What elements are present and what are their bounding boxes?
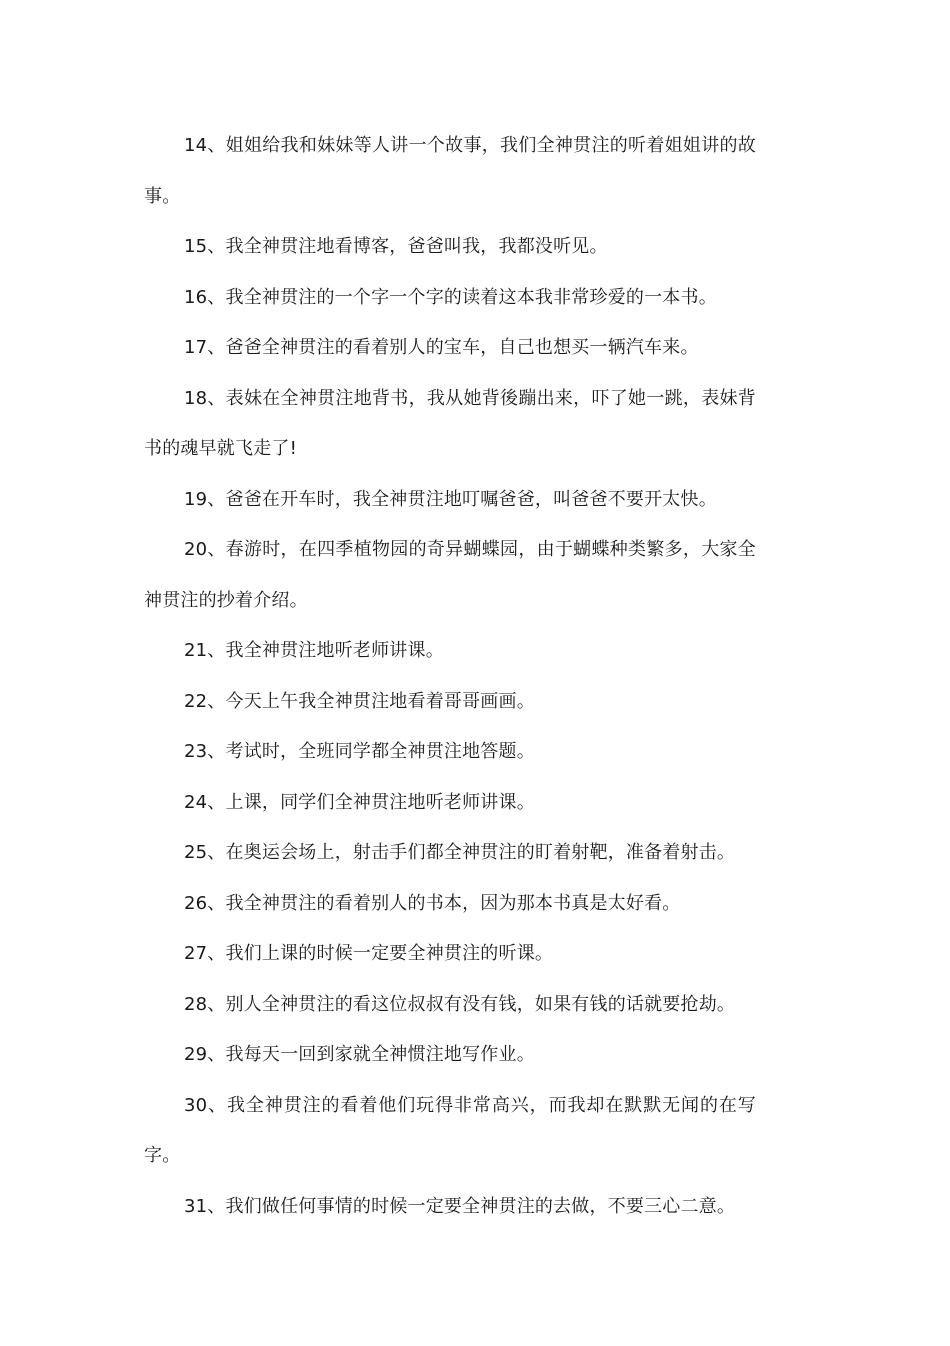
sentence-paragraph: 27、我们上课的时候一定要全神贯注的听课。 [184,943,554,964]
sentence-paragraph: 16、我全神贯注的一个字一个字的读着这本我非常珍爱的一本书。 [184,286,717,308]
sentence-paragraph: 17、爸爸全神贯注的看着别人的宝车，自己也想买一辆汽车来。 [184,337,699,358]
sentence-paragraph: 20、春游时，在四季植物园的奇异蝴蝶园，由于蝴蝶种类繁多，大家全神贯注的抄着介绍。 [144,539,756,611]
sentence-paragraph: 18、表妹在全神贯注地背书，我从她背後蹦出来，吓了她一跳，表妹背书的魂早就飞走了! [144,387,756,459]
sentence-paragraph: 22、今天上午我全神贯注地看着哥哥画画。 [184,690,535,712]
sentence-paragraph: 24、上课，同学们全神贯注地听老师讲课。 [184,791,535,813]
sentence-paragraph: 21、我全神贯注地听老师讲课。 [184,640,444,661]
sentence-paragraph: 31、我们做任何事情的时候一定要全神贯注的去做，不要三心二意。 [184,1195,736,1217]
sentence-paragraph: 15、我全神贯注地看博客，爸爸叫我，我都没听见。 [184,236,608,257]
sentence-paragraph: 19、爸爸在开车时，我全神贯注地叮嘱爸爸，叫爸爸不要开太快。 [184,488,717,510]
sentence-paragraph: 14、姐姐给我和妹妹等人讲一个故事，我们全神贯注的听着姐姐讲的故事。 [144,135,756,207]
sentence-paragraph: 25、在奥运会场上，射击手们都全神贯注的盯着射靶，准备着射击。 [184,842,736,863]
sentence-paragraph: 23、考试时，全班同学都全神贯注地答题。 [184,741,535,762]
sentence-paragraph: 30、我全神贯注的看着他们玩得非常高兴，而我却在默默无闻的在写字。 [144,1094,756,1166]
document-body [144,121,756,1232]
sentence-paragraph: 29、我每天一回到家就全神惯注地写作业。 [184,1044,535,1065]
sentence-paragraph: 26、我全神贯注的看着别人的书本，因为那本书真是太好看。 [184,892,681,914]
sentence-paragraph: 28、别人全神贯注的看这位叔叔有没有钱，如果有钱的话就要抢劫。 [184,993,736,1015]
